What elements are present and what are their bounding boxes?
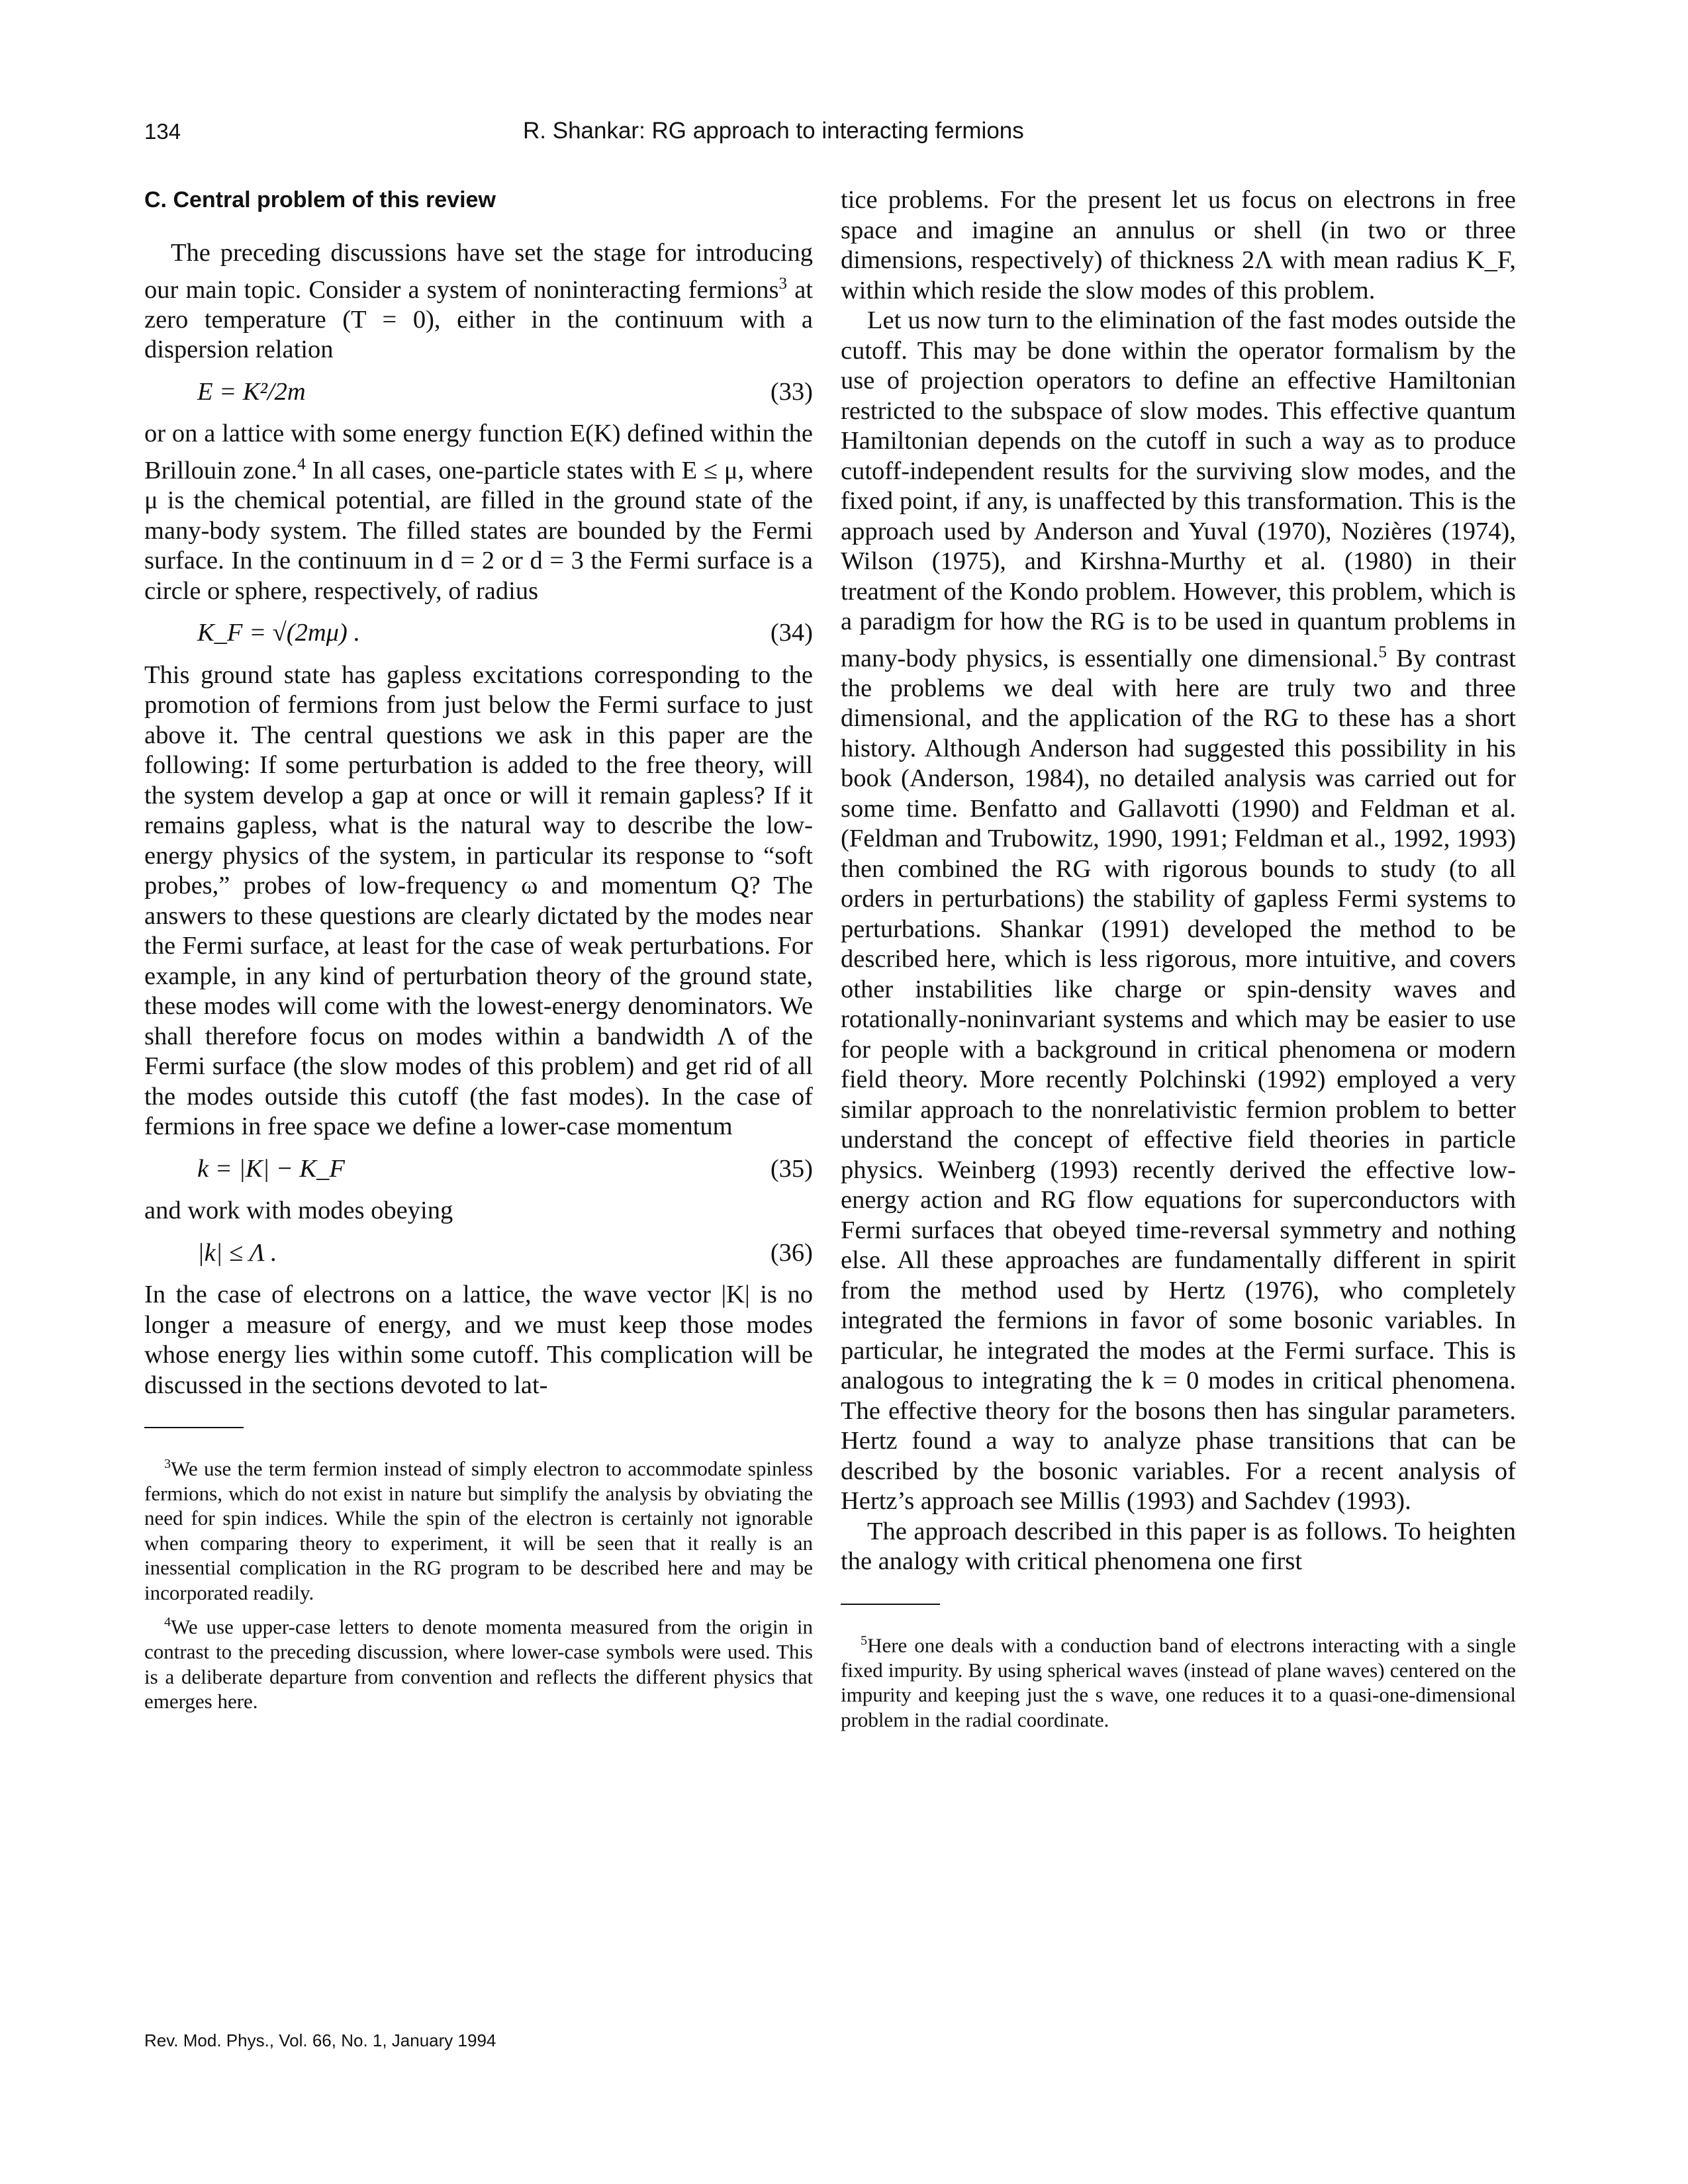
paragraph-lattice (144, 419, 813, 606)
footnote-rule (841, 1604, 940, 1605)
footnote-ref-4[interactable]: 4 (297, 455, 306, 473)
footnote-4 (144, 1610, 813, 1713)
page-number: 134 (144, 119, 181, 144)
paragraph-text: or on a lattice with some energy function E(K) defined within the Brillouin zone. (144, 420, 813, 484)
equation-body: k = |K| − K_F (197, 1154, 345, 1183)
footnote-marker: 3 (164, 1457, 171, 1472)
footnote-text: Here one deals with a conduction band of electrons interacting with a single fixed impurity. By using spherical waves (instead of plane waves) centered on the impurity and keeping just the s wave, one reduces it to a quasi-one-dimensional problem in the radial coordinate. (841, 1633, 1516, 1731)
footnote-text: We use the term fermion instead of simply electron to accommodate spinless fermions, which do not exist in nature but simplify the analysis by obviating the need for spin indices. While the spin of the electron is certainly not ignorable when comparing theory to experiment, it will be seen that it really is an inessential complication in the RG program to be described here and may be incorporated readily. (144, 1457, 813, 1604)
footnote-3 (144, 1452, 813, 1605)
equation-36 (144, 1238, 813, 1269)
paragraph-text: Let us now turn to the elimination of the fast modes outside the cutoff. This may be done within the operator formalism by the use of projection operators to define an effective Hamiltonian restricted to the subspace of slow modes. This effective quantum Hamiltonian depends on the cutoff in such a way as to produce cutoff-independent results for the surviving slow modes, and the fixed point, if any, is unaffected by this transformation. This is the approach used by Anderson and Yuval (1970), Nozières (1974), Wilson (1975), and Kirshna-Murthy et al. (1980) in their treatment of the Kondo problem. However, this problem, which is a paradigm for how the RG is to be used in quantum problems in many-body physics, is essentially one dimensional. (841, 306, 1516, 672)
footnote-ref-5[interactable]: 5 (1378, 643, 1387, 661)
equation-33 (144, 377, 813, 408)
paragraph-shell: tice problems. For the present let us focus on electrons in free space and imagine an annulus or shell (in two or three dimensions, respectively) of thickness 2Λ with mean radius K_F, within which reside the slow modes of this problem. (841, 186, 1516, 304)
left-column (144, 185, 813, 1719)
right-column (841, 185, 1516, 1737)
section-heading: C. Central problem of this review (144, 187, 496, 212)
paragraph-ground-state: This ground state has gapless excitations corresponding to the promotion of fermions from just below the Fermi surface to just above it. The central questions we ask in this paper are the following: If some perturbation is added to the free theory, will the system develop a gap at once or will it remain gapless? If it remains gapless, what is the natural way to describe the low-energy physics of the system, in particular its response to “soft probes,” probes of low-frequency ω and momentum Q? The answers to these questions are clearly dictated by the modes near the Fermi surface, at least for the case of weak perturbations. For example, in any kind of perturbation theory of the ground state, these modes will come with the lowest-energy denominators. We shall therefore focus on modes within a bandwidth Λ of the Fermi surface (the slow modes of this problem) and get rid of all the modes outside this cutoff (the fast modes). In the case of fermions in free space we define a lower-case momentum (144, 660, 813, 1141)
footnote-rule (144, 1427, 244, 1428)
equation-number: (33) (770, 377, 813, 406)
paragraph-text: By contrast the problems we deal with here are truly two and three dimensional, and the application of the RG to these has a short history. Although Anderson had suggested this possibility in his book (Anderson, 1984), no detailed analysis was carried out for some time. Benfatto and Gallavotti (1990) and Feldman et al. (Feldman and Trubowitz, 1990, 1991; Feldman et al., 1992, 1993) then combined the RG with rigorous bounds to study (to all orders in perturbations) the stability of gapless Fermi systems to perturbations. Shankar (1991) developed the method to be described here, which is less rigorous, more intuitive, and covers other instabilities like charge or spin-density waves and rotationally-noninvariant systems and which may be easier to use for people with a background in critical phenomena or modern field theory. More recently Polchinski (1992) employed a very similar approach to the nonrelativistic fermion problem to better understand the concept of effective field theories in particle physics. Weinberg (1993) recently derived the effective low-energy action and RG flow equations for superconductors with Fermi surfaces that obeyed time-reversal symmetry and nothing else. All these approaches are fundamentally different in spirit from the method used by Hertz (1976), who completely integrated the fermions in favor of some bosonic variables. In particular, he integrated the modes at the Fermi surface. This is analogous to integrating the k = 0 modes in critical phenomena. The effective theory for the bosons then has singular parameters. Hertz found a way to analyze phase transitions that can be described by the bosonic variables. For a recent analysis of Hertz’s approach see Millis (1993) and Sachdev (1993). (841, 644, 1516, 1516)
footnote-text: We use upper-case letters to denote momenta measured from the origin in contrast to the preceding discussion, where lower-case symbols were used. This is a deliberate departure from convention and reflects the different physics that emerges here. (144, 1615, 813, 1713)
equation-body: K_F = √(2mμ) . (197, 619, 361, 647)
running-head: R. Shankar: RG approach to interacting fermions (523, 118, 1024, 144)
footnote-5 (841, 1629, 1516, 1732)
equation-34 (144, 618, 813, 649)
footnote-marker: 5 (861, 1633, 868, 1648)
paragraph-intro (144, 238, 813, 365)
paragraph-text: The preceding discussions have set the stage for introducing our main topic. Consider a system of noninteracting fermions (144, 239, 813, 304)
paragraph-approach: The approach described in this paper is as follows. To heighten the analogy with critical phenomena one first (841, 1517, 1516, 1576)
equation-body: |k| ≤ Λ . (197, 1238, 277, 1267)
equation-body: E = K²/2m (197, 377, 306, 406)
paragraph-lattice-electrons: In the case of electrons on a lattice, the wave vector |K| is no longer a measure of energy, and we must keep those modes whose energy lies within some cutoff. This complication will be discussed in the sections devoted to lat- (144, 1281, 813, 1399)
footnote-marker: 4 (164, 1615, 171, 1630)
paragraph-elimination (841, 306, 1516, 1517)
paragraph-text: In all cases, one-particle states with E ≤ μ, where μ is the chemical potential, are filled in the ground state of the many-body system. The filled states are bounded by the Fermi surface. In the continuum in d = 2 or d = 3 the Fermi surface is a circle or sphere, respectively, of radius (144, 456, 813, 605)
paragraph-modes: and work with modes obeying (144, 1197, 453, 1225)
footnote-ref-3[interactable]: 3 (778, 274, 788, 293)
equation-number: (35) (770, 1154, 813, 1183)
journal-footer: Rev. Mod. Phys., Vol. 66, No. 1, January 1994 (144, 2030, 496, 2050)
equation-35 (144, 1154, 813, 1185)
equation-number: (34) (770, 619, 813, 647)
equation-number: (36) (770, 1238, 813, 1267)
paragraph-text: at zero temperature (T = 0), either in the continuum with a dispersion relation (144, 275, 813, 364)
